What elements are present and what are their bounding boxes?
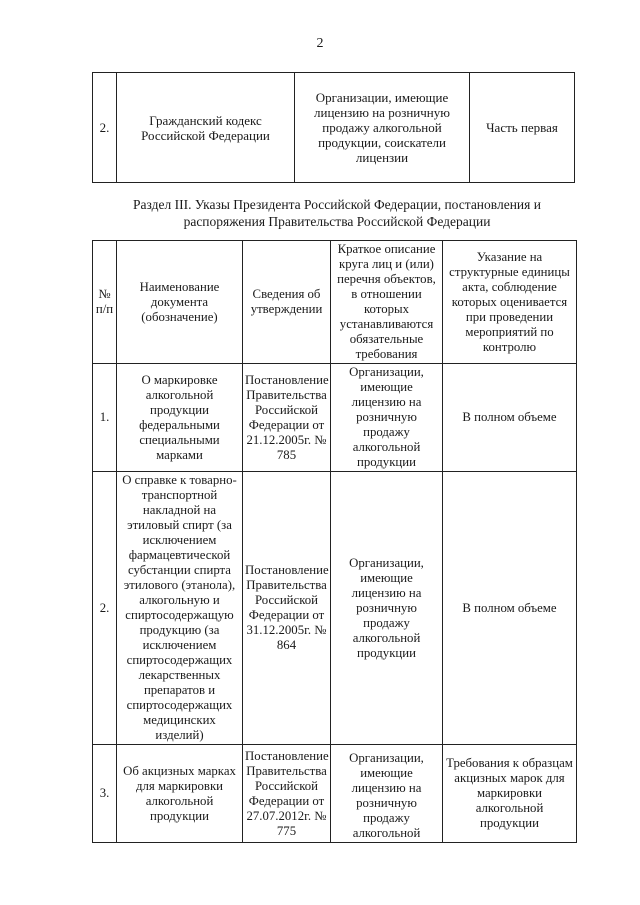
document-name: О справке к товарно-транспортной накладной на этиловый спирт (за исключением фармацевтической субстанции спирта этилового (этанола), алкогольную и спиртосодержащую продукцию (за исключением спиртосодержащих лекарственных препаратов и спиртосодержащих медицинских изделий) [117, 472, 243, 745]
subjects-description: Организации, имеющие лицензию на розничную продажу алкогольной продукции, соискатели лицензии [295, 73, 470, 183]
header-structural-units: Указание на структурные единицы акта, соблюдение которых оценивается при проведении мероприятий по контролю [443, 241, 577, 364]
approval-info: Постановление Правительства Российской Федерации от 21.12.2005г. № 785 [243, 364, 331, 472]
row-number: 1. [93, 364, 117, 472]
row-number: 2. [93, 472, 117, 745]
document-name: Гражданский кодекс Российской Федерации [117, 73, 295, 183]
structural-units: В полном объеме [443, 472, 577, 745]
table-row [93, 73, 575, 183]
subjects-description: Организации, имеющие лицензию на розничную продажу алкогольной продукции [331, 472, 443, 745]
header-number: № п/п [93, 241, 117, 364]
row-number: 3. [93, 745, 117, 843]
table-row [93, 364, 577, 472]
approval-info: Постановление Правительства Российской Федерации от 31.12.2005г. № 864 [243, 472, 331, 745]
structural-units: Часть первая [470, 73, 575, 183]
row-number: 2. [93, 73, 117, 183]
table-header-row [93, 241, 577, 364]
approval-info: Постановление Правительства Российской Федерации от 27.07.2012г. № 775 [243, 745, 331, 843]
header-subjects: Краткое описание круга лиц и (или) перечня объектов, в отношении которых устанавливаются обязательные требования [331, 241, 443, 364]
document-name: О маркировке алкогольной продукции федеральными специальными марками [117, 364, 243, 472]
structural-units: Требования к образцам акцизных марок для маркировки алкогольной продукции [443, 745, 577, 843]
subjects-description: Организации, имеющие лицензию на розничную продажу алкогольной [331, 745, 443, 843]
table-row [93, 472, 577, 745]
header-name: Наименование документа (обозначение) [117, 241, 243, 364]
structural-units: В полном объеме [443, 364, 577, 472]
civil-code-table [92, 72, 575, 183]
section-title: Раздел III. Указы Президента Российской Федерации, постановления и распоряжения Правительства Российской Федерации [133, 197, 541, 229]
table-row [93, 745, 577, 843]
document-name: Об акцизных марках для маркировки алкогольной продукции [117, 745, 243, 843]
header-approval: Сведения об утверждении [243, 241, 331, 364]
regulations-table [92, 240, 577, 843]
page-number: 2 [316, 36, 324, 51]
subjects-description: Организации, имеющие лицензию на розничную продажу алкогольной продукции [331, 364, 443, 472]
